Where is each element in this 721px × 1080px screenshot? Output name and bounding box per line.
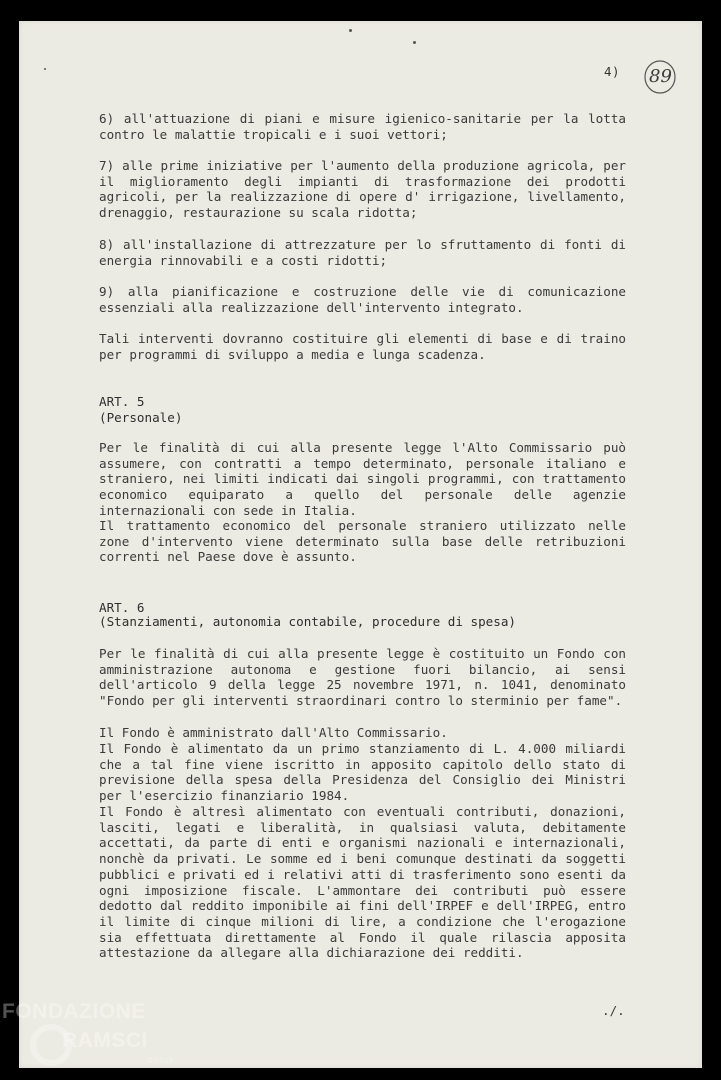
item-7: 7) alle prime iniziative per l'aumento della produzione agricola, per il miglioramento degli impianti di trasformazione dei prodotti agricoli, per la realizzazione di opere d' irrigazione, livellamento, drenaggio, restaurazione su scala ridotta; [99, 158, 626, 221]
item-9: 9) alla pianificazione e costruzione delle vie di comunicazione essenziali alla realizzazione dell'intervento integrato. [99, 284, 626, 315]
paper-speck [349, 29, 352, 32]
art6-paragraph-3: Il Fondo è alimentato da un primo stanziamento di L. 4.000 miliardi che a tal fine viene iscritto in apposito capitolo dello stato di previsione della spesa della Presidenza del Consiglio dei Ministri per l'esercizio finanziario 1984. [99, 741, 626, 804]
art5-paragraph-1: Per le finalità di cui alla presente legge l'Alto Commissario può assumere, con contratti a tempo determinato, personale italiano e straniero, nei limiti indicati dai singoli programmi, con trattamento economico equiparato a quello del personale delle agenzie internazionali con sede in Italia. [99, 440, 626, 518]
archive-watermark [0, 998, 200, 1080]
watermark-line-1: FONDAZIONE [2, 1000, 146, 1023]
art6-label: ART. 6 [99, 600, 145, 615]
art5-paragraph-2: Il trattamento economico del personale straniero utilizzato nelle zone d'intervento viene determinato sulla base delle retribuzioni correnti nel Paese dove è assunto. [99, 518, 626, 565]
item-8: 8) all'installazione di attrezzature per lo sfruttamento di fonti di energia rinnovabili e a costi ridotti; [99, 237, 626, 268]
watermark-line-2: RAMSCI [62, 1029, 148, 1052]
handwritten-folio-number [643, 59, 677, 95]
closing-paragraph: Tali interventi dovranno costituire gli elementi di base e di traino per programmi di sviluppo a media e lunga scadenza. [99, 331, 626, 362]
art6-paragraph-1: Per le finalità di cui alla presente legge è costituito un Fondo con amministrazione autonoma e gestione fuori bilancio, ai sensi dell'articolo 9 della legge 25 novembre 1971, n. 1041, denominato "Fondo per gli interventi straordinari contro lo sterminio per fame". [99, 646, 626, 709]
art6-title: (Stanziamenti, autonomia contabile, procedure di spesa) [99, 614, 517, 629]
art6-paragraph-2: Il Fondo è amministrato dall'Alto Commissario. [99, 725, 448, 740]
watermark-onlus: onlus [148, 1055, 175, 1065]
art5-label: ART. 5 [99, 394, 145, 409]
art6-paragraph-4: Il Fondo è altresì alimentato con eventuali contributi, donazioni, lasciti, legati e liberalità, in qualsiasi valuta, debitamente accettati, da parte di enti e organismi nazionali e internazionali, nonchè da privati. Le somme ed i beni comunque destinati da soggetti pubblici e privati ed i relativi atti di trasferimento sono esenti da ogni imposizione fiscale. L'ammontare dei contributi può essere dedotto dal reddito imponibile ai fini dell'IRPEF e dell'IRPEG, entro il limite di cinque milioni di lire, a condizione che l'erogazione sia effettuata direttamente al Fondo il quale rilascia apposita attestazione da allegare alla dichiarazione dei redditi. [99, 804, 626, 961]
paper-speck [413, 41, 416, 44]
page-number: 4) [604, 64, 621, 79]
handwritten-number-text: 89 [649, 66, 672, 87]
item-6: 6) all'attuazione di piani e misure igienico-sanitarie per la lotta contro le malattie tropicali e i suoi vettori; [99, 111, 626, 142]
art5-title: (Personale) [99, 410, 183, 425]
continuation-mark: ./. [602, 1003, 625, 1018]
paper-speck [44, 68, 46, 70]
